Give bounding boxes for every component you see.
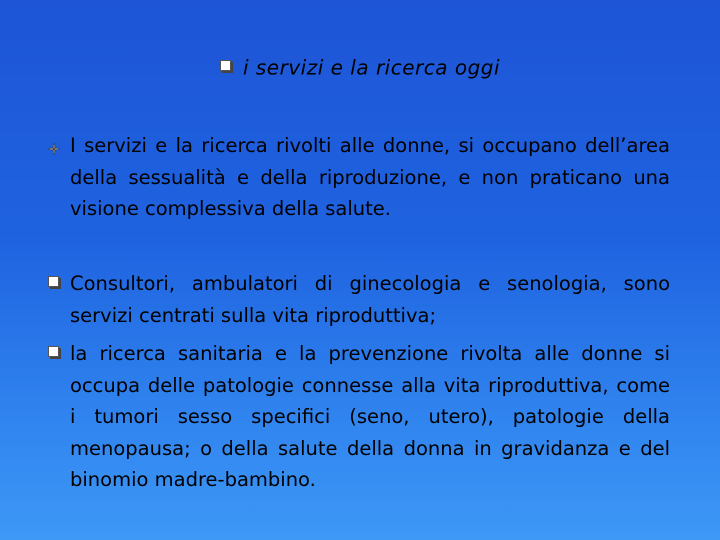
slide-title-row xyxy=(0,54,720,80)
checkbox-bullet-icon xyxy=(220,60,231,71)
checkbox-bullet-icon xyxy=(48,276,59,287)
slide-title: i servizi e la ricerca oggi xyxy=(242,55,501,80)
bullet-text: Consultori, ambulatori di ginecologia e senologia, sono servizi centrati sulla vita riproduttiva; xyxy=(70,272,670,327)
diamond-bullet-icon xyxy=(48,140,60,159)
bullet-text: I servizi e la ricerca rivolti alle donne, si occupano dell’area della sessualità e della riproduzione, e non praticano una visione complessiva della salute. xyxy=(70,134,670,220)
bullet-text: la ricerca sanitaria e la prevenzione rivolta alle donne si occupa delle patologie connesse alla vita riproduttiva, come i tumori sesso specifici (seno, utero), patologie della menopausa; o della salute della donna in gravidanza e del binomio madre-bambino. xyxy=(70,342,670,491)
checkbox-bullet-icon xyxy=(48,346,59,357)
